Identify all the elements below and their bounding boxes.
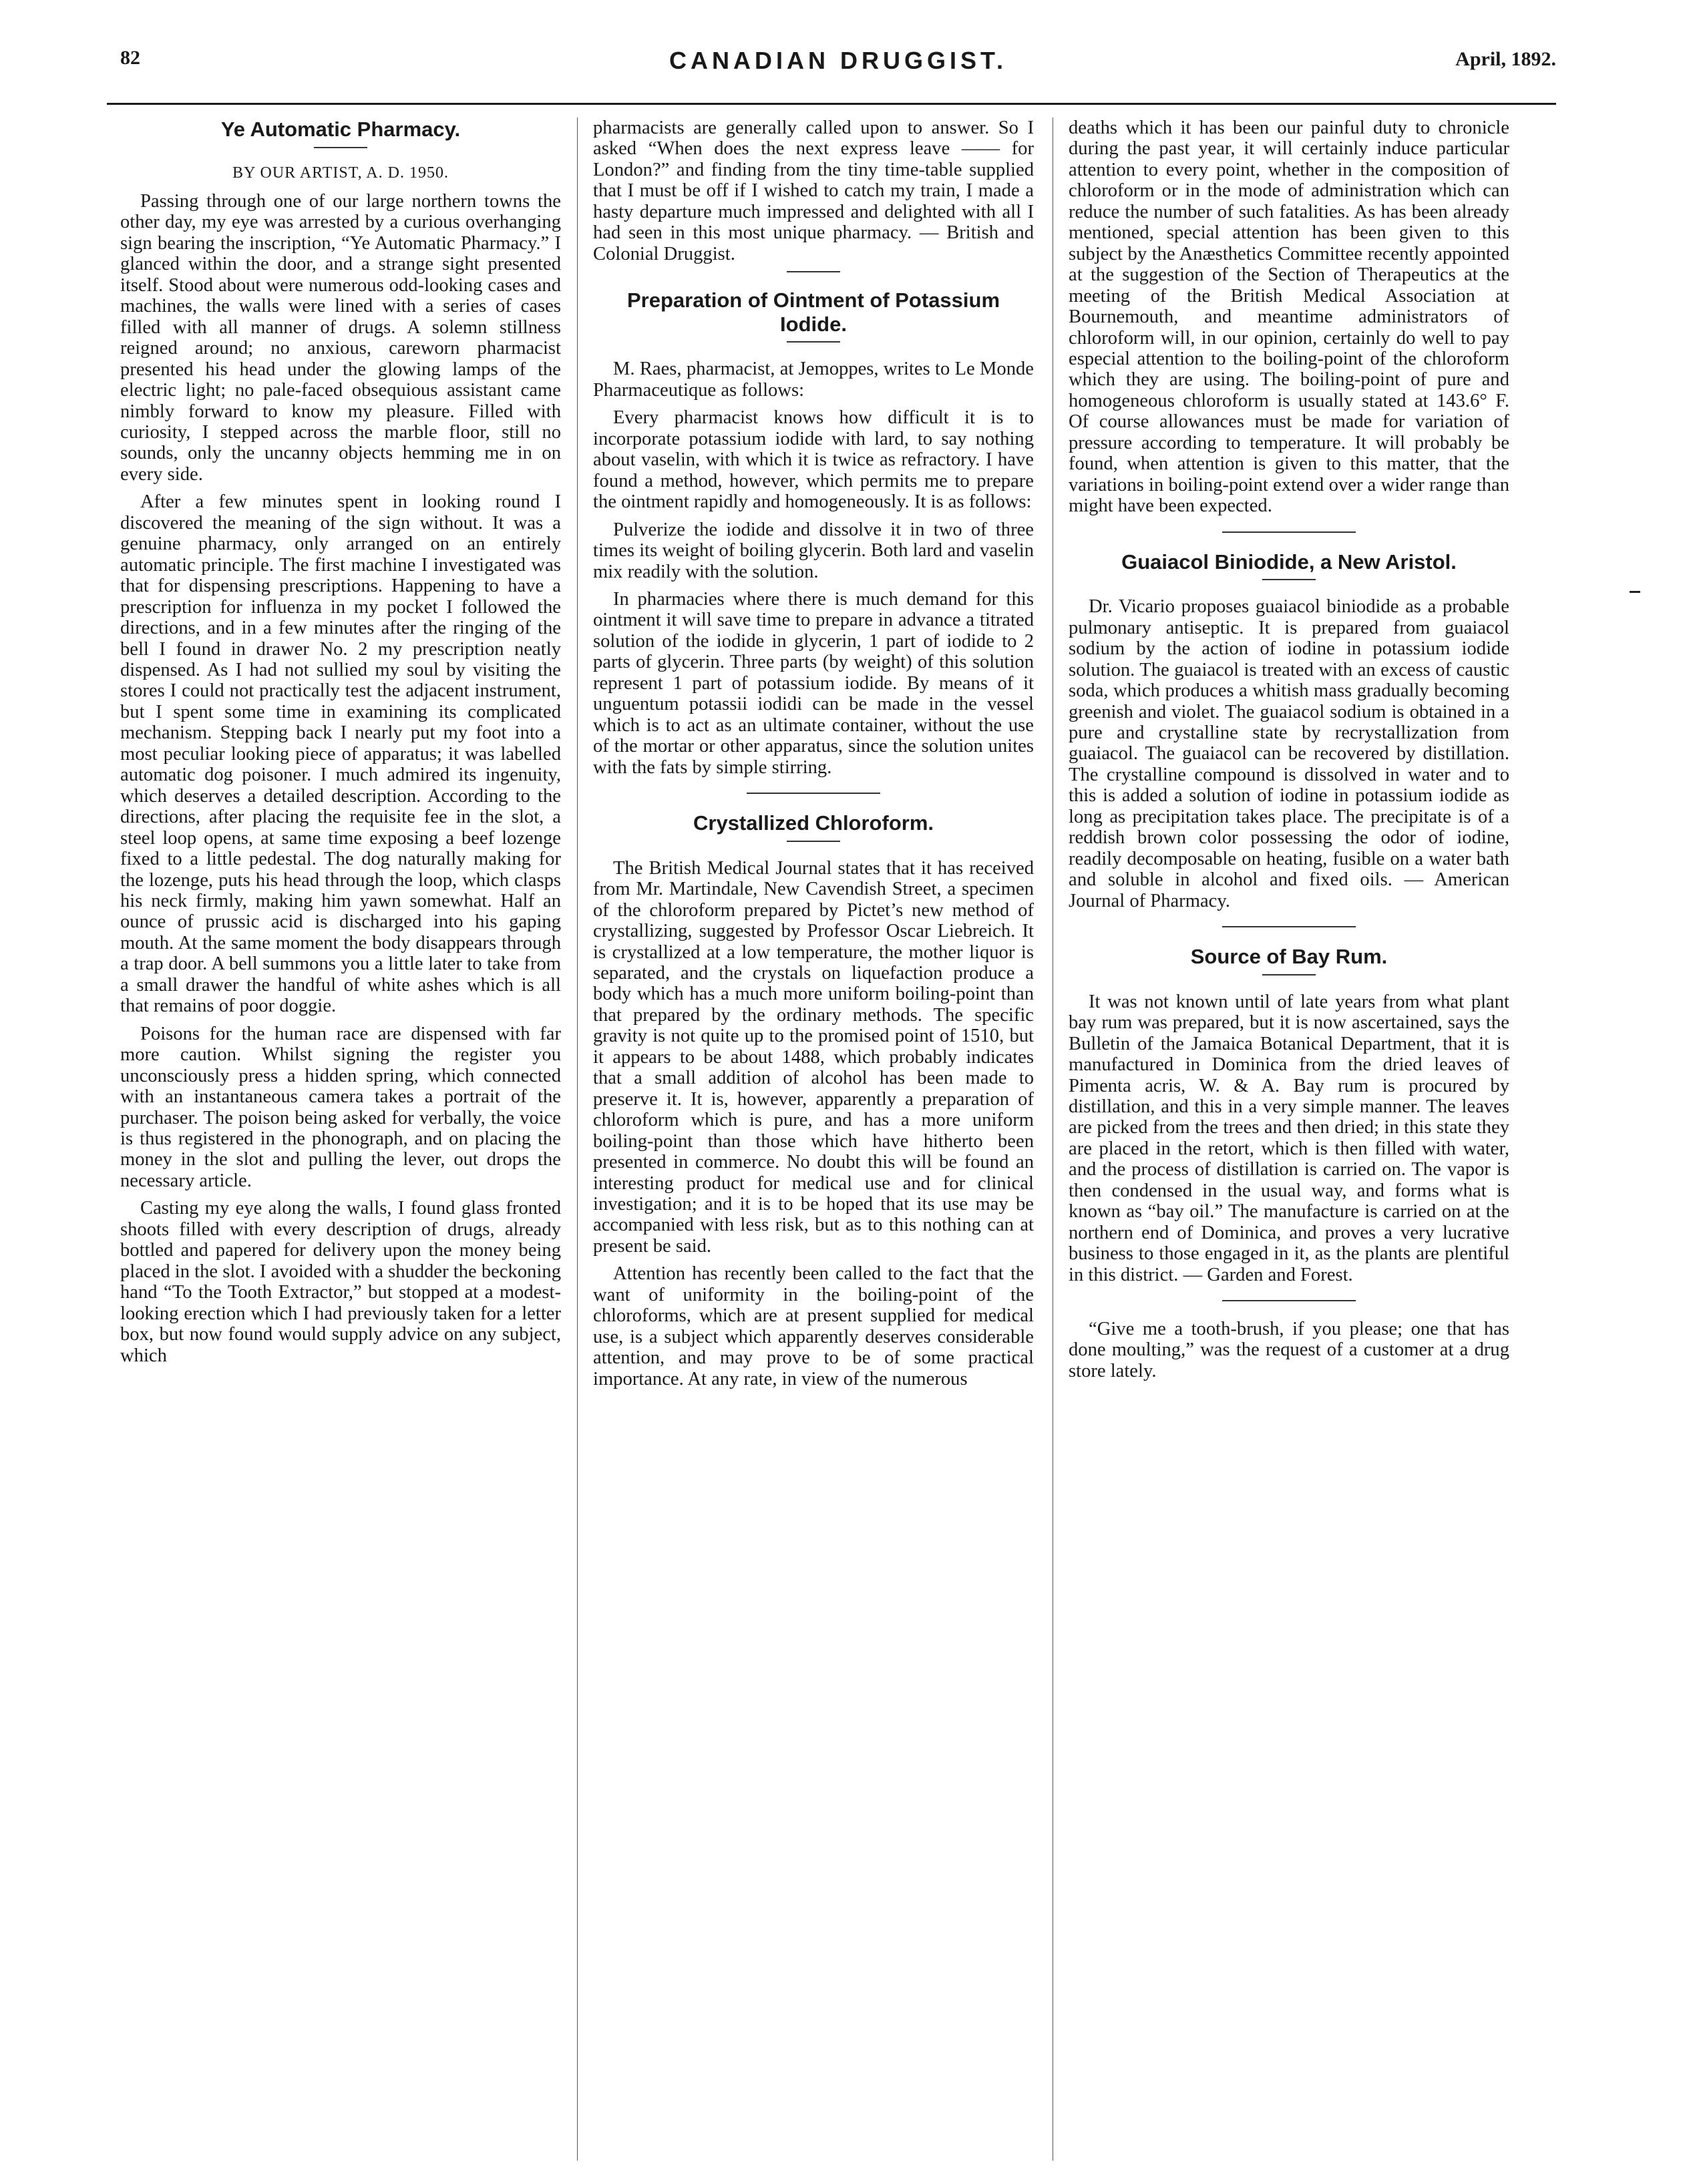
- issue-date: April, 1892.: [1455, 48, 1556, 70]
- paragraph: In pharmacies where there is much demand for this ointment it will save time to prepare in advance a titrated solution of the iodide in glycerin, 1 part of iodide to 2 parts of glycerin. Three parts (by weight) of this solution represent 1 part of potassium iodide. By means of it unguentum potassii iodidi can be made in the vessel which is to act as an ultimate container, without the use of the mortar or other apparatus, since the solution unites with the fats by simple stirring.: [593, 588, 1034, 778]
- section-rule: [1222, 531, 1356, 533]
- paragraph: Poisons for the human race are dispensed with far more caution. Whilst signing the register you unconsciously press a hidden spring, which connected with an instantaneous camera takes a portrait of the purchaser. The poison being asked for verbally, the voice is thus registered in the phonograph, and on placing the money in the slot and pulling the lever, out drops the necessary article.: [120, 1023, 561, 1191]
- section-rule: [787, 271, 840, 272]
- paragraph: Casting my eye along the walls, I found glass fronted shoots filled with every description of drugs, already bottled and papered for delivery upon the money being placed in the slot. I avoided with a shudder the beckoning hand “To the Tooth Extractor,” but stopped at a modest-looking erection which I had previously taken for a letter box, but now found would supply advice on any subject, which: [120, 1198, 561, 1366]
- margin-mark: [1630, 591, 1640, 593]
- page-number: 82: [120, 47, 140, 69]
- article-byline: BY OUR ARTIST, A. D. 1950.: [232, 164, 449, 182]
- column-1: [120, 118, 561, 2161]
- paragraph: Attention has recently been called to the fact that the want of uniformity in the boiling-point of the chloroforms, which are at present supplied for medical use, is a subject which apparently deserves considerable attention, and may prove to be of some practical importance. At any rate, in view of the numerous: [593, 1263, 1034, 1389]
- page-header: [120, 47, 1556, 80]
- title-rule: [787, 841, 840, 842]
- paragraph: Passing through one of our large northern towns the other day, my eye was arrested by a curious overhanging sign bearing the inscription, “Ye Automatic Pharmacy.” I glanced within the door, and a strange sight presented itself. Stood about were numerous odd-looking cases and machines, the walls were lined with a series of cases filled with all manner of drugs. A solemn stillness reigned around; no anxious, careworn pharmacist presented his head under the glowing lamps of the electric light; no pale-faced obsequious assistant came nimbly forward to know my pleasure. Filled with curiosity, I stepped across the marble floor, still no sounds, only the uncanny objects hemming me in on every side.: [120, 191, 561, 485]
- title-rule: [314, 147, 367, 148]
- article-title-ointment: Preparation of Ointment of Potassium Iodide.: [626, 288, 1000, 336]
- paragraph: deaths which it has been our painful duty to chronicle during the past year, it will certainly induce particular attention to every point, whether in the composition of chloroform or in the mode of administration which can reduce the number of such fatalities. As has been already mentioned, special attention has been given to this subject by the Anæsthetics Committee recently appointed at the suggestion of the Section of Therapeutics at the meeting of the British Medical Association at Bournemouth, and meantime administrators of chloroform will, in our opinion, certainly do well to pay especial attention to the boiling-point of the chloroform which they are using. The boiling-point of pure and homogeneous chloroform is usually stated at 143.6° F. Of course allowances must be made for variation of pressure according to temperature. It will probably be found, when attention is given to this matter, that the variations in boiling-point extend over a wider range than might have been expected.: [1069, 118, 1509, 517]
- title-rule: [787, 341, 840, 343]
- section-rule: [747, 793, 880, 794]
- paragraph: It was not known until of late years from what plant bay rum was prepared, but it is now ascertained, says the Bulletin of the Jamaica Botanical Department, that it is manufactured in Dominica from the dried leaves of Pimenta acris, W. & A. Bay rum is procured by distillation, and this in a very simple manner. The leaves are picked from the trees and then dried; in this state they are placed in the retort, which is then filled with water, and the process of distillation is carried on. The vapor is then condensed in the usual way, and forms what is known as “bay oil.” The manufacture is carried on at the northern end of Dominica, and proves a very lucrative business to those engaged in it, as the plants are plentiful in this district. — Garden and Forest.: [1069, 991, 1509, 1285]
- title-rule: [1262, 974, 1316, 975]
- paragraph: M. Raes, pharmacist, at Jemoppes, writes to Le Monde Pharmaceutique as follows:: [593, 359, 1034, 401]
- article-title-bay-rum: Source of Bay Rum.: [1190, 945, 1388, 969]
- paragraph: After a few minutes spent in looking round I discovered the meaning of the sign without. It was a genuine pharmacy, only arranged on an entirely automatic principle. The first machine I investigated was that for dispensing prescriptions. Happening to have a prescription for influenza in my pocket I followed the directions, and in a few minutes after the ringing of the bell I found in drawer No. 2 my prescription neatly dispensed. As I had not sullied my soul by visiting the stores I could not practically test the adjacent instrument, but I spent some time in examining its complicated mechanism. Stepping back I nearly put my foot into a most peculiar looking piece of apparatus; it was labelled automatic dog poisoner. I much admired its ingenuity, which deserves a detailed description. According to the directions, after placing the requisite fee in the slot, a steel loop opens, at same time exposing a beef lozenge fixed to a little pedestal. The dog naturally making for the lozenge, puts his head through the loop, which clasps his neck firmly, making him yawn somewhat. Half an ounce of prussic acid is discharged into his gaping mouth. At the same moment the body disappears through a trap door. A bell summons you a little later to take from a small drawer the handful of white ashes which is all that remains of poor doggie.: [120, 491, 561, 1017]
- column-2: [593, 118, 1034, 2161]
- column-divider: [577, 118, 578, 2161]
- title-rule: [1262, 579, 1316, 580]
- article-title-chloroform: Crystallized Chloroform.: [693, 811, 934, 835]
- section-rule: [1222, 1300, 1356, 1301]
- article-title-automatic-pharmacy: Ye Automatic Pharmacy.: [220, 118, 461, 141]
- paragraph: pharmacists are generally called upon to answer. So I asked “When does the next express leave —— for London?” and finding from the tiny time-table supplied that I must be off if I wished to catch my train, I made a hasty departure much impressed and delighted with all I had seen in this most unique pharmacy. — British and Colonial Druggist.: [593, 118, 1034, 264]
- journal-title: CANADIAN DRUGGIST.: [669, 47, 1007, 74]
- paragraph: “Give me a tooth-brush, if you please; one that has done moulting,” was the request of a customer at a drug store lately.: [1069, 1319, 1509, 1381]
- paragraph: Pulverize the iodide and dissolve it in two of three times its weight of boiling glycerin. Both lard and vaselin mix readily with the solution.: [593, 519, 1034, 582]
- section-rule: [1222, 926, 1356, 927]
- paragraph: Every pharmacist knows how difficult it is to incorporate potassium iodide with lard, to say nothing about vaselin, with which it is twice as refractory. I have found a method, however, which permits me to prepare the ointment rapidly and homogeneously. It is as follows:: [593, 407, 1034, 513]
- header-rule: [107, 103, 1556, 105]
- column-3: [1069, 118, 1509, 2161]
- article-title-guaiacol: Guaiacol Biniodide, a New Aristol.: [1121, 550, 1457, 574]
- paragraph: Dr. Vicario proposes guaiacol biniodide as a probable pulmonary antiseptic. It is prepared from guaiacol sodium by the action of iodine in potassium iodide solution. The guaiacol is treated with an excess of caustic soda, which produces a whitish mass gradually becoming greenish and violet. The guaiacol sodium is obtained in a pure and crystalline state by recrystallization from guaiacol. The guaiacol can be recovered by distillation. The crystalline compound is dissolved in water and to this is added a solution of iodine in potassium iodide as long as precipitation takes place. The precipitate is of a reddish brown color possessing the odor of iodine, readily decomposable on heating, fusible on a water bath and soluble in alcohol and fixed oils. — American Journal of Pharmacy.: [1069, 596, 1509, 911]
- paragraph: The British Medical Journal states that it has received from Mr. Martindale, New Cavendish Street, a specimen of the chloroform prepared by Pictet’s new method of crystallizing, suggested by Professor Oscar Liebreich. It is crystallized at a low temperature, the mother liquor is separated, and the crystals on liquefaction produce a body which has a much more uniform boiling-point than that prepared by the ordinary methods. The specific gravity is not quite up to the promised point of 1510, but it appears to be about 1488, which probably indicates that a small addition of alcohol has been made to preserve it. It is, however, apparently a preparation of chloroform which is pure, and has a more uniform boiling-point than those which have hitherto been presented in commerce. No doubt this will be found an interesting product for medical use and for clinical investigation; and it is to be hoped that its use may be accompanied with less risk, but as to this nothing can at present be said.: [593, 857, 1034, 1257]
